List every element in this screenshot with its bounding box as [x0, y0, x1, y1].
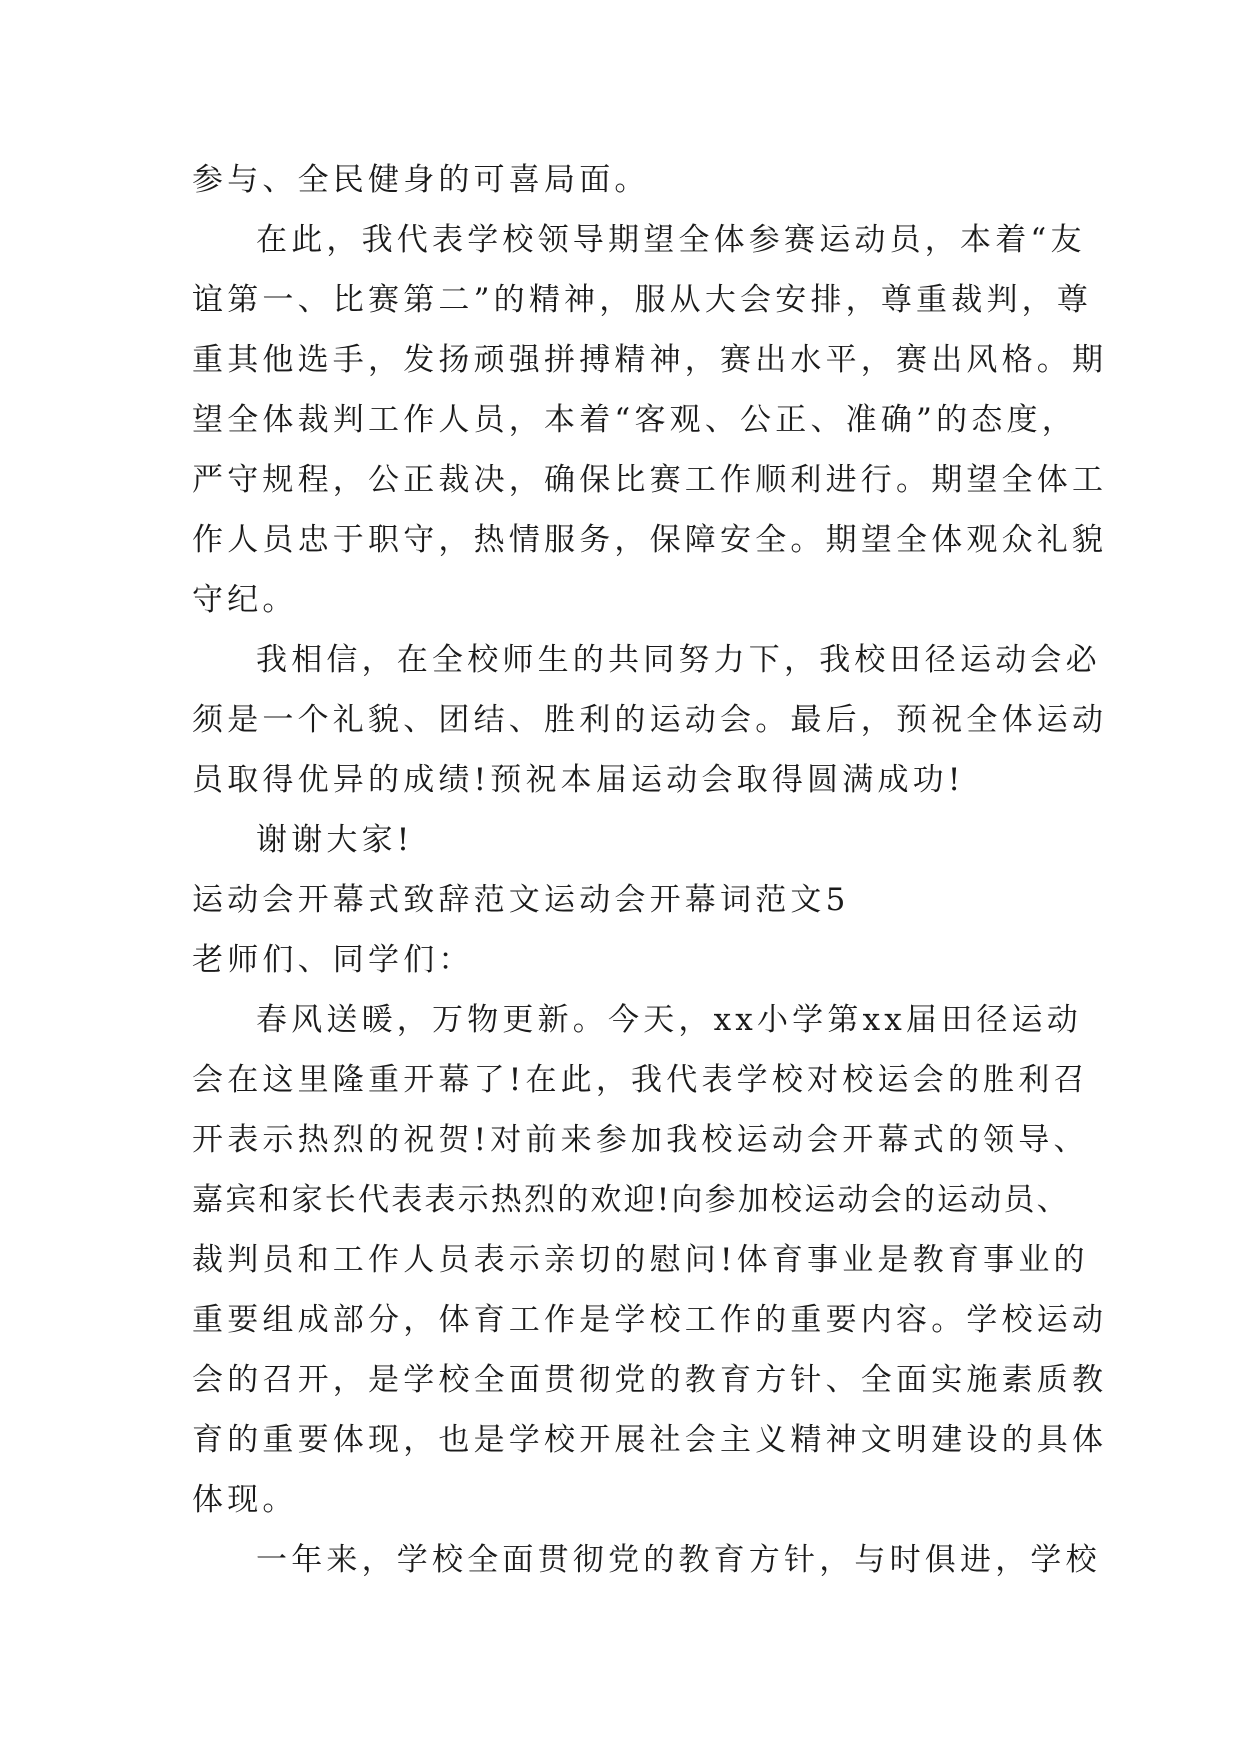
text-line: 重其他选手，发扬顽强拼搏精神，赛出水平，赛出风格。期 — [192, 342, 1108, 378]
text-line: 裁判员和工作人员表示亲切的慰问!体育事业是教育事业的 — [192, 1242, 1089, 1278]
text-line: 员取得优异的成绩!预祝本届运动会取得圆满成功! — [192, 762, 965, 798]
text-line: 作人员忠于职守，热情服务，保障安全。期望全体观众礼貌 — [192, 522, 1108, 558]
text-line: 会在这里隆重开幕了!在此，我代表学校对校运会的胜利召 — [192, 1062, 1089, 1098]
document-body — [192, 150, 1108, 1590]
text-line: 我相信，在全校师生的共同努力下，我校田径运动会必 — [256, 642, 1101, 678]
text-line: 春风送暖，万物更新。今天，xx小学第xx届田径运动 — [256, 1002, 1082, 1038]
text-line: 重要组成部分，体育工作是学校工作的重要内容。学校运动 — [192, 1302, 1108, 1338]
section-heading: 运动会开幕式致辞范文运动会开幕词范文5 — [192, 882, 850, 918]
text-line: 体现。 — [192, 1482, 298, 1518]
text-line: 一年来，学校全面贯彻党的教育方针，与时俱进，学校 — [256, 1542, 1101, 1578]
text-line: 严守规程，公正裁决，确保比赛工作顺利进行。期望全体工 — [192, 462, 1108, 498]
text-line: 须是一个礼貌、团结、胜利的运动会。最后，预祝全体运动 — [192, 702, 1108, 738]
text-line: 育的重要体现，也是学校开展社会主义精神文明建设的具体 — [192, 1422, 1108, 1458]
text-line: 守纪。 — [192, 582, 298, 618]
salutation: 老师们、同学们： — [192, 942, 474, 978]
text-line: 参与、全民健身的可喜局面。 — [192, 162, 650, 198]
text-line: 望全体裁判工作人员，本着“客观、公正、准确”的态度， — [192, 402, 1077, 438]
text-line: 会的召开，是学校全面贯彻党的教育方针、全面实施素质教 — [192, 1362, 1108, 1398]
text-line: 谊第一、比赛第二”的精神，服从大会安排，尊重裁判，尊 — [192, 282, 1093, 318]
text-line: 在此，我代表学校领导期望全体参赛运动员，本着“友 — [256, 222, 1086, 258]
text-line: 谢谢大家! — [256, 822, 414, 858]
text-line: 嘉宾和家长代表表示热烈的欢迎!向参加校运动会的运动员、 — [192, 1182, 1070, 1218]
text-line: 开表示热烈的祝贺!对前来参加我校运动会开幕式的领导、 — [192, 1122, 1089, 1158]
